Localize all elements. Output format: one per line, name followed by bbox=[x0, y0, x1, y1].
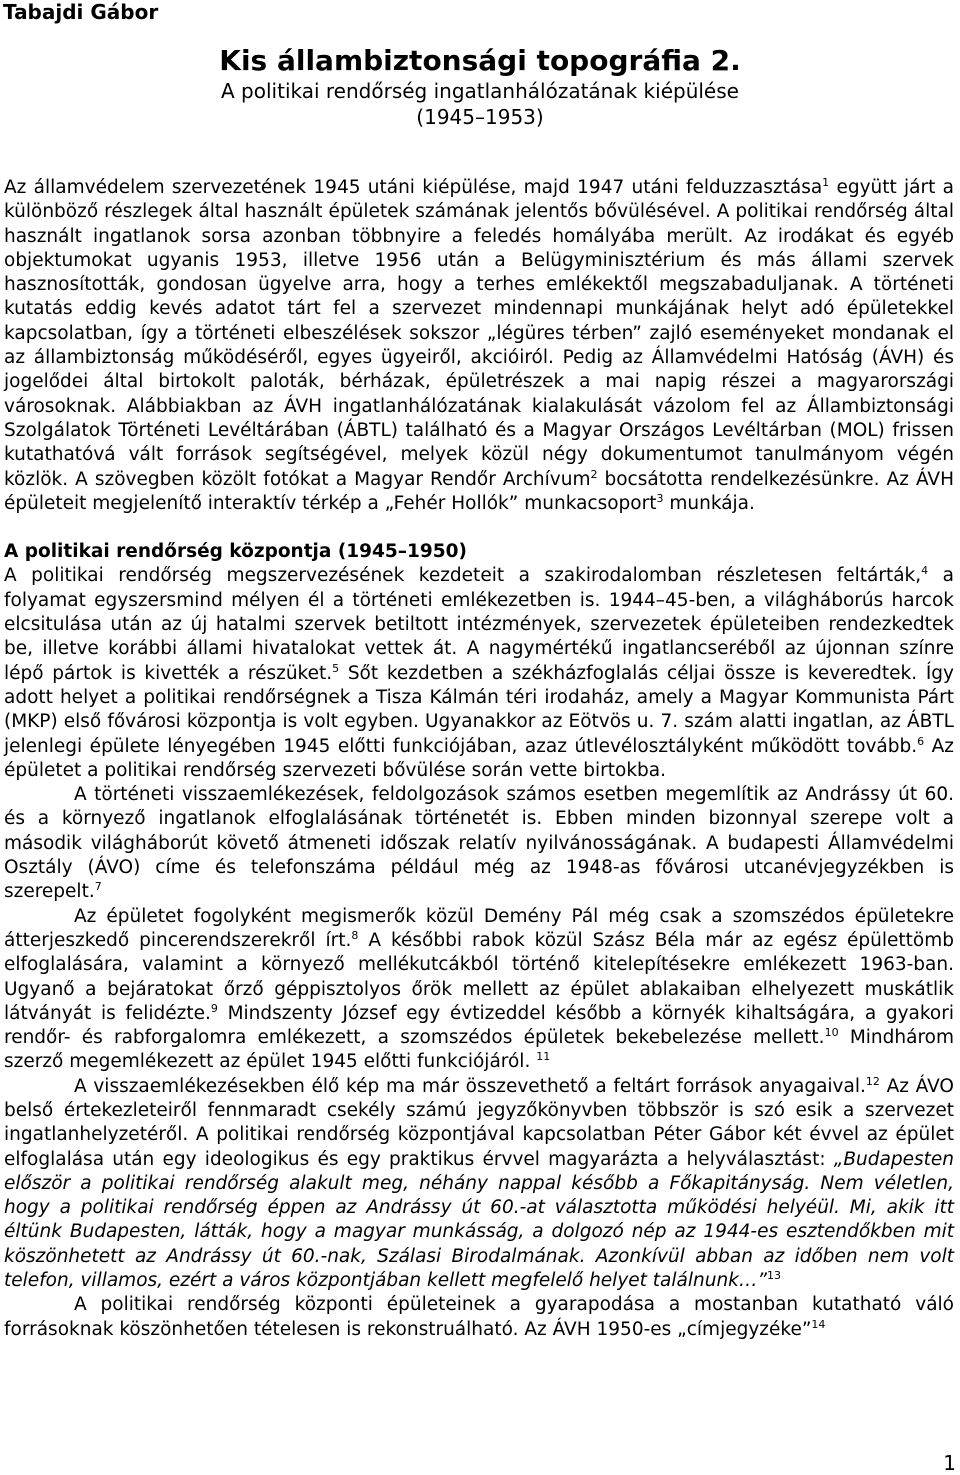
footnote-ref[interactable]: 13 bbox=[766, 1269, 781, 1283]
text-run: bocsátotta rendelkezésünkre. Az ÁVH épületeit megjelenítő interaktív térkép a „Fehér Hollók” munkacsoport bbox=[4, 468, 954, 514]
text-run: Mindszenty József egy évtizeddel később a környék kihaltságára, a gyakori rendőr- és rabforgalomra emlékezett, a szomszédos épületek bekebelezése mellett. bbox=[4, 1002, 954, 1049]
footnote-ref[interactable]: 2 bbox=[590, 467, 598, 481]
title-block bbox=[0, 44, 960, 130]
footnote-ref[interactable]: 8 bbox=[351, 928, 359, 942]
section-heading: A politikai rendőrség központja (1945–1950) bbox=[4, 541, 467, 563]
section-paragraph-4 bbox=[4, 1075, 954, 1294]
text-run: Az államvédelem szervezetének 1945 utáni kiépülése, majd 1947 utáni felduzzasztása bbox=[4, 177, 823, 198]
text-run: a folyamat egyszersmind mélyen él a történeti emlékezetben is. 1944–45-ben, a világháborús harcok elcsitulása után az új hatalmi szervek betiltott intézmények, szervezetek épületeiben rendezkedtek be, illetve korábbi állami hivatalokat vettek át. A nagymértékű ingatlancseréből az újonnan színre lépő pártok is kivették a részüket. bbox=[4, 565, 955, 684]
text-run: Az épületet fogolyként megismerők közül Demény Pál még csak a szomszédos épületekre átterjeszkedő pincerendszerekről írt. bbox=[4, 905, 954, 951]
page-number: 1 bbox=[943, 1451, 956, 1475]
footnote-ref[interactable]: 7 bbox=[94, 880, 102, 894]
footnote-ref[interactable]: 3 bbox=[656, 491, 664, 505]
text-run: A visszaemlékezésekben élő kép ma már összevethető a feltárt források anyagaival. bbox=[74, 1075, 866, 1097]
text-run: munkája. bbox=[663, 492, 755, 514]
text-run: Sőt kezdetben a székházfoglalás céljai össze is keveredtek. Így adott helyet a politikai rendőrségnek a Tisza Kálmán téri irodaház, amely a Magyar Kommunista Párt (MKP) első fővárosi központja is volt egyben. Ugyanakkor az Eötvös u. 7. szám alatti ingatlan, az ÁBTL jelenlegi épülete lényegében 1945 előtti funkciójában, azaz útlevélosztályként működött tovább. bbox=[4, 662, 954, 757]
text-run: együtt járt a különböző részlegek által használt épületek számának jelentős bővülésével. A politikai rendőrség által használt ingatlanok sorsa azonban többnyire a feledés homályába merült. Az irodákat és egyéb objektumokat ugyanis 1953, illetve 1956 után a Belügyminisztérium és más állami szervek hasznosították, gondosan ügyelve arra, hogy a terhes emlékektől megszabaduljanak. A történeti kutatás eddig kevés adatot tárt fel a szervezet mindennapi munkájának helyt adó épületekkel kapcsolatban, így a történeti elbeszélések sokszor „légüres térben” zajló eseményeket mondanak el az állambiztonság működéséről, egyes ügyeiről, akcióiról. Pedig az Államvédelmi Hatóság (ÁVH) és jogelődei által birtokolt paloták, bérházak, épületrészek a mai napig részei a magyarországi városoknak. Alábbiakban az ÁVH ingatlanhálózatának kialakulását vázolom fel az Állambiztonsági Szolgálatok Történeti Levéltárában (ÁBTL) található és a Magyar Országos Levéltárban (MOL) frissen kutathatóvá vált források segítségével, melyek közül négy dokumentumot tanulmányom végén közlök. A szövegben közölt fotókat a Magyar Rendőr Archívum bbox=[4, 177, 954, 490]
footnote-ref[interactable]: 9 bbox=[210, 1001, 218, 1015]
text-run: A későbbi rabok közül Szász Béla már az egész épülettömb elfoglalására, valamint a környező mellékutcákból történő kitelepítésekre emlékezett 1963-ban. Ugyanő a bejáratokat őrző géppisztolyos őrök mellett az épület ablakaiban elhelyezett muskátlik látványát is felidézte. bbox=[4, 929, 954, 1024]
section-paragraph-1 bbox=[4, 564, 954, 783]
footnote-ref[interactable]: 5 bbox=[332, 661, 340, 675]
footnote-ref[interactable]: 11 bbox=[536, 1050, 551, 1064]
paper-title: Kis állambiztonsági topográfia 2. bbox=[219, 44, 741, 77]
section-paragraph-5 bbox=[4, 1293, 954, 1342]
footnote-ref[interactable]: 1 bbox=[822, 176, 830, 189]
text-run: Az ÁVO belső értekezleteiről fennmaradt csekély számú jegyzőkönyvben többször is szó esik a szervezet ingatlanhelyzetéről. A politikai rendőrség központjával kapcsolatban Péter Gábor két évvel az épület elfoglalása után egy ideologikus és egy praktikus érvvel magyarázta a helyválasztást: bbox=[4, 1075, 954, 1170]
section-paragraph-2 bbox=[4, 783, 954, 904]
section-paragraph-3 bbox=[4, 905, 954, 1075]
block-quote: „Budapesten először a politikai rendőrség alakult meg, néhány nappal később a Főkapitányság. Nem véletlen, hogy a politikai rendőrség éppen az Andrássy út 60.-at választotta működési helyéül. Mi, akik itt éltünk Budapesten, látták, hogy a magyar munkásság, a dolgozó nép az 1944-es esztendőkben mit köszönhetett az Andrássy út 60.-nak, Szálasi Birodalmának. Azonkívül abban az időben nem volt telefon, villamos, ezért a város központjában kellett megfelelő helyet találnunk…” bbox=[4, 1148, 954, 1292]
text-run: A politikai rendőrség megszervezésének kezdeteit a szakirodalomban részletesen feltárták, bbox=[4, 565, 922, 587]
footnote-ref[interactable]: 10 bbox=[824, 1026, 839, 1040]
text-run: A történeti visszaemlékezések, feldolgozások számos esetben megemlítik az Andrássy út 60. és a környező ingatlanok elfoglalásának történetét is. Ebben minden bizonnyal szerepe volt a második világháborút követő átmeneti időszak relatív nyilvánosságának. A budapesti Államvédelmi Osztály (ÁVO) címe és telefonszáma például még az 1948-as fővárosi utcanévjegyzékben is szerepelt. bbox=[4, 784, 954, 903]
intro-paragraph bbox=[4, 176, 954, 516]
footnote-ref[interactable]: 12 bbox=[865, 1074, 880, 1088]
footnote-ref[interactable]: 14 bbox=[811, 1317, 826, 1331]
body-text bbox=[4, 176, 954, 1342]
footnote-ref[interactable]: 6 bbox=[917, 734, 925, 748]
text-run: A politikai rendőrség központi épületeinek a gyarapodása a mostanban kutatható váló forrásoknak köszönhetően tételesen is rekonstruálható. Az ÁVH 1950-es „címjegyzéke” bbox=[4, 1294, 954, 1340]
paper-subtitle: A politikai rendőrség ingatlanhálózatának kiépülése bbox=[221, 79, 739, 103]
author-name: Tabajdi Gábor bbox=[3, 0, 159, 24]
paragraph-gap bbox=[4, 516, 954, 540]
text-run: Mindhárom szerző megemlékezett az épület 1945 előtti funkciójáról. bbox=[4, 1027, 954, 1073]
paper-date-range: (1945–1953) bbox=[416, 105, 544, 129]
footnote-ref[interactable]: 4 bbox=[921, 564, 929, 578]
text-run: Az épületet a politikai rendőrség szervezeti bővülése során vette birtokba. bbox=[4, 735, 955, 781]
